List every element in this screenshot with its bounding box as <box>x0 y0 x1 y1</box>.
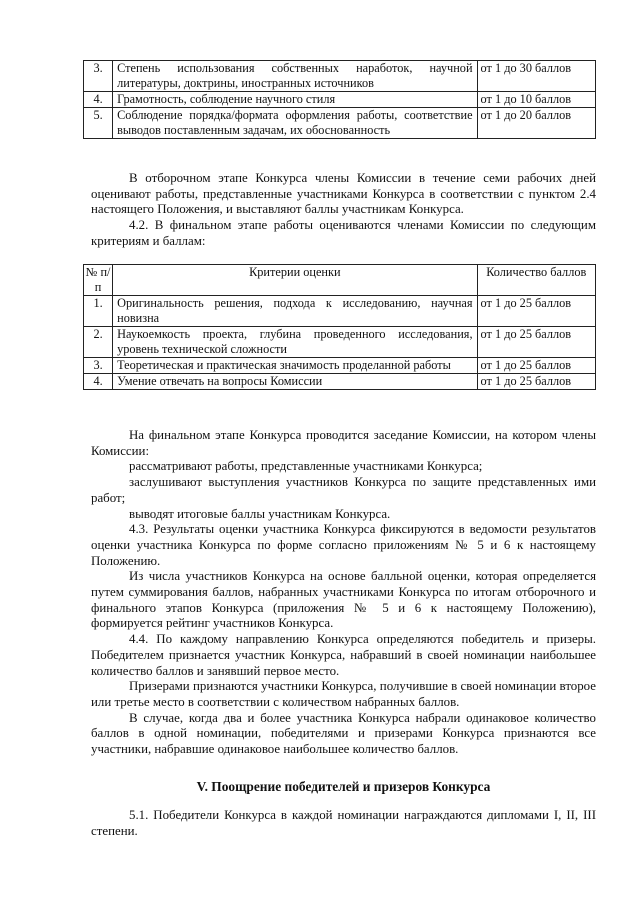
list-item: выводят итоговые баллы участникам Конкурса. <box>129 506 391 521</box>
criterion-text: Наукоемкость проекта, глубина проведенного исследования, уровень технической сложности <box>113 327 477 358</box>
row-number: 2. <box>84 327 113 358</box>
row-number: 4. <box>84 374 113 390</box>
criteria-table-qualifying <box>83 60 596 139</box>
score-range: от 1 до 25 баллов <box>477 374 595 390</box>
paragraph-rating: Из числа участников Конкурса на основе балльной оценки, которая определяется путем суммирования баллов, набранных участниками Конкурса по итогам отборочного и финального этапов Конкурса (приложения № 5 и 6 к настоящему Положению), формируется рейтинг участников Конкурса. <box>91 569 596 631</box>
score-range: от 1 до 20 баллов <box>477 108 595 139</box>
section-heading: V. Поощрение победителей и призеров Конкурса <box>196 779 491 794</box>
table-row <box>84 327 596 358</box>
row-number: 4. <box>84 92 113 108</box>
paragraph-4-2: 4.2. В финальном этапе работы оцениваются членами Комиссии по следующим критериям и баллам: <box>91 218 596 248</box>
text-block-section-5 <box>91 808 596 839</box>
table-row <box>84 358 596 374</box>
row-number: 5. <box>84 108 113 139</box>
paragraph-4-3: 4.3. Результаты оценки участника Конкурса фиксируются в ведомости результатов оценки участника Конкурса по форме согласно приложениям № 5 и 6 к настоящему Положению. <box>91 522 596 568</box>
list-item: заслушивают выступления участников Конкурса по защите представленных ими работ; <box>91 475 596 505</box>
table-row <box>84 92 596 108</box>
score-range: от 1 до 30 баллов <box>477 61 595 92</box>
score-range: от 1 до 25 баллов <box>477 327 595 358</box>
row-number: 1. <box>84 296 113 327</box>
paragraph-prize-winners: Призерами признаются участники Конкурса, получившие в своей номинации второе или третье место в соответствии с количеством набранных баллов. <box>91 679 596 709</box>
header-criterion: Критерии оценки <box>113 265 477 296</box>
criterion-text: Грамотность, соблюдение научного стиля <box>113 92 477 108</box>
criterion-text: Теоретическая и практическая значимость проделанной работы <box>113 358 477 374</box>
table-row <box>84 374 596 390</box>
criterion-text: Соблюдение порядка/формата оформления работы, соответствие выводов поставленным задачам, их обоснованность <box>113 108 477 139</box>
criterion-text: Умение отвечать на вопросы Комиссии <box>113 374 477 390</box>
score-range: от 1 до 25 баллов <box>477 358 595 374</box>
row-number: 3. <box>84 358 113 374</box>
header-score: Количество баллов <box>477 265 595 296</box>
score-range: от 1 до 25 баллов <box>477 296 595 327</box>
list-item: рассматривают работы, представленные участниками Конкурса; <box>129 459 483 474</box>
paragraph-5-1: 5.1. Победители Конкурса в каждой номинации награждаются дипломами I, II, III степени. <box>91 808 596 838</box>
paragraph-qualifying-stage: В отборочном этапе Конкурса члены Комиссии в течение семи рабочих дней оценивают работы, представленные участниками Конкурса в соответствии с пунктом 2.4 настоящего Положения, и выставляют баллы участникам Конкурса. <box>91 171 596 217</box>
criterion-text: Оригинальность решения, подхода к исследованию, научная новизна <box>113 296 477 327</box>
text-block-final <box>91 428 596 758</box>
criteria-table-final <box>83 264 596 390</box>
table-row <box>84 61 596 92</box>
text-block-qualifying <box>91 171 596 250</box>
table-header-row <box>84 265 596 296</box>
table-row <box>84 108 596 139</box>
paragraph-final-intro: На финальном этапе Конкурса проводится заседание Комиссии, на котором члены Комиссии: <box>91 428 596 458</box>
paragraph-tie: В случае, когда два и более участника Конкурса набрали одинаковое количество баллов в одной номинации, победителями и призерами Конкурса признаются все участники, набравшие одинаковое наибольшее количество баллов. <box>91 710 596 757</box>
row-number: 3. <box>84 61 113 92</box>
table-row <box>84 296 596 327</box>
paragraph-4-4: 4.4. По каждому направлению Конкурса определяются победитель и призеры. Победителем признается участник Конкурса, набравший в своей номинации наибольшее количество баллов и занявший первое место. <box>91 632 596 678</box>
criterion-text: Степень использования собственных наработок, научной литературы, доктрины, иностранных источников <box>113 61 477 92</box>
header-number: № п/п <box>84 265 113 296</box>
score-range: от 1 до 10 баллов <box>477 92 595 108</box>
